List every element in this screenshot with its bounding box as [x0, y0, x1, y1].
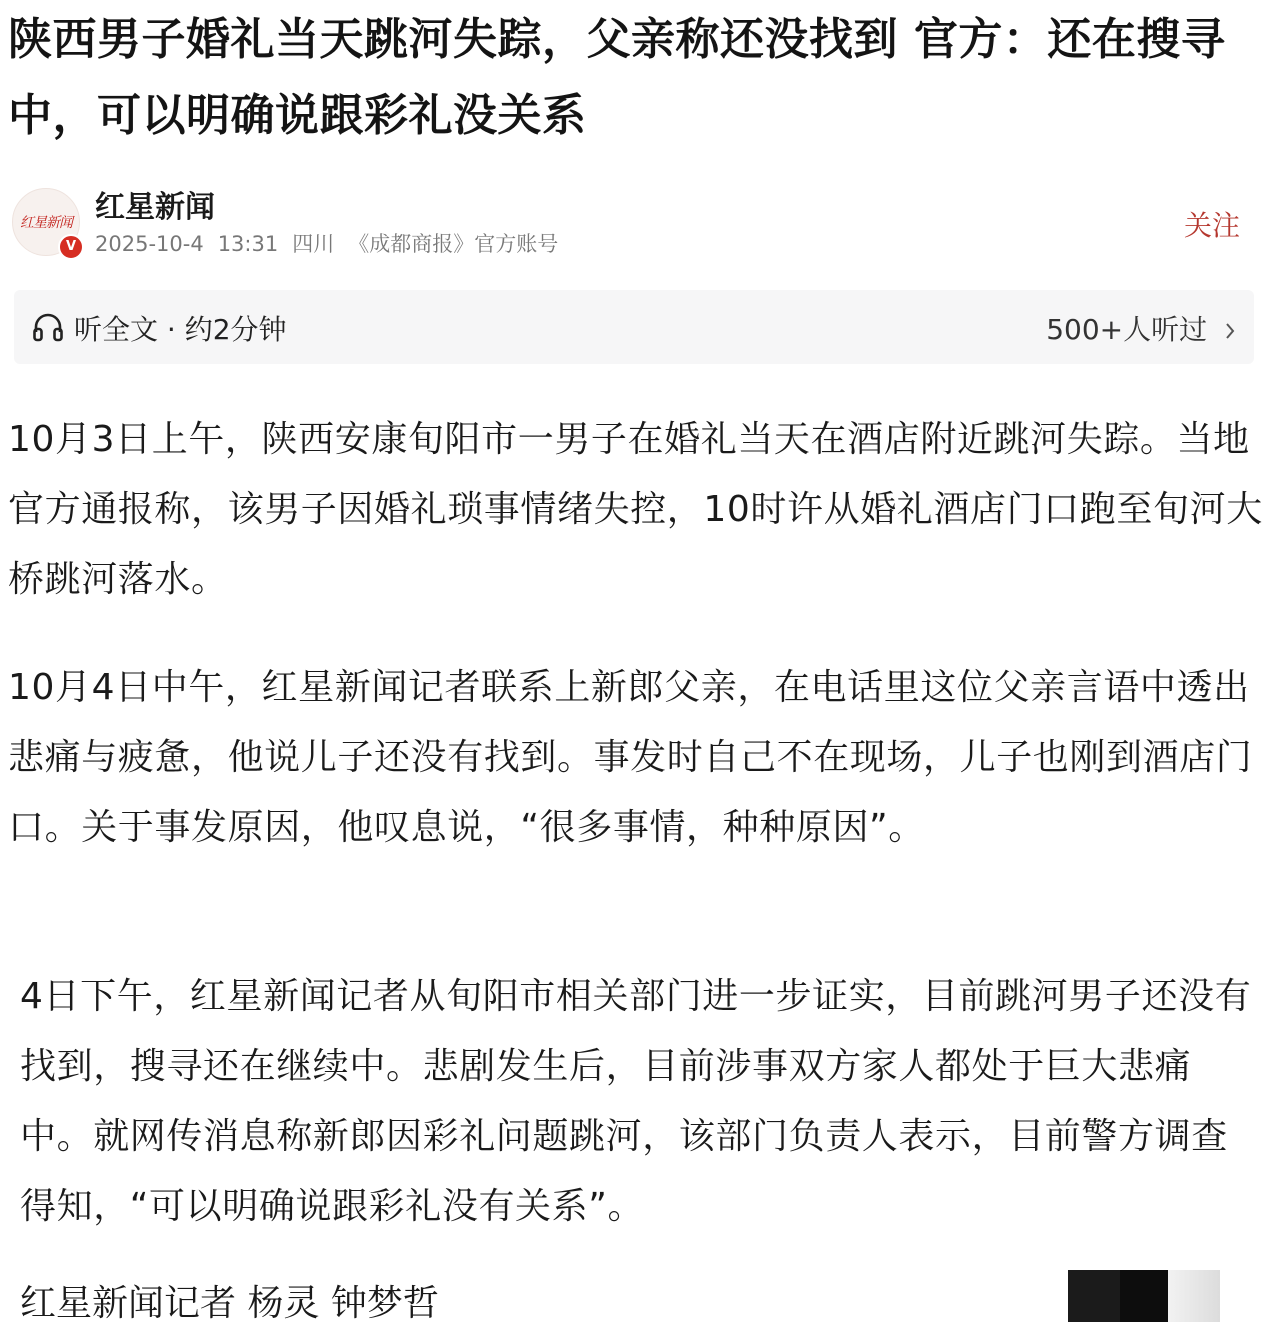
reporter-byline: 红星新闻记者 杨灵 钟梦哲 [20, 1283, 439, 1324]
listen-full-text-bar[interactable] [14, 290, 1254, 364]
headphone-icon [32, 312, 64, 342]
author-name[interactable]: 红星新闻 [95, 190, 215, 225]
chevron-right-icon [1224, 322, 1236, 340]
publish-time: 13:31 [217, 232, 279, 256]
article-title: 陕西男子婚礼当天跳河失踪，父亲称还没找到 官方：还在搜寻中，可以明确说跟彩礼没关系 [8, 14, 1226, 141]
account-description: 《成都商报》官方账号 [348, 232, 559, 256]
listen-label: 听全文 · 约2分钟 [74, 313, 287, 346]
article-paragraph: 4日下午，红星新闻记者从旬阳市相关部门进一步证实，目前跳河男子还没有找到，搜寻还在继续中。悲剧发生后，目前涉事双方家人都处于巨大悲痛中。就网传消息称新郎因彩礼问题跳河，该部门负责人表示，目前警方调查得知，“可以明确说跟彩礼没有关系”。 [20, 976, 1252, 1227]
redaction-block [1120, 1270, 1168, 1322]
redaction-block [1168, 1270, 1220, 1322]
article-paragraph: 10月4日中午，红星新闻记者联系上新郎父亲，在电话里这位父亲言语中透出悲痛与疲惫，他说儿子还没有找到。事发时自己不在现场，儿子也刚到酒店门口。关于事发原因，他叹息说，“很多事情，种种原因”。 [8, 667, 1253, 848]
publish-date: 2025-10-4 [95, 232, 204, 256]
listener-count: 500+人听过 [1046, 313, 1208, 346]
follow-button[interactable]: 关注 [1184, 204, 1240, 244]
article-paragraph: 10月3日上午，陕西安康旬阳市一男子在婚礼当天在酒店附近跳河失踪。当地官方通报称，该男子因婚礼琐事情绪失控，10时许从婚礼酒店门口跑至旬河大桥跳河落水。 [8, 419, 1263, 600]
verified-badge-icon: V [58, 234, 84, 260]
publish-meta [95, 228, 572, 258]
author-row [8, 178, 1270, 268]
redaction-block [1068, 1270, 1120, 1322]
publish-location: 四川 [292, 232, 335, 256]
avatar-logo-text: 红星新闻 [20, 215, 72, 231]
listener-count-link[interactable] [1046, 308, 1236, 348]
